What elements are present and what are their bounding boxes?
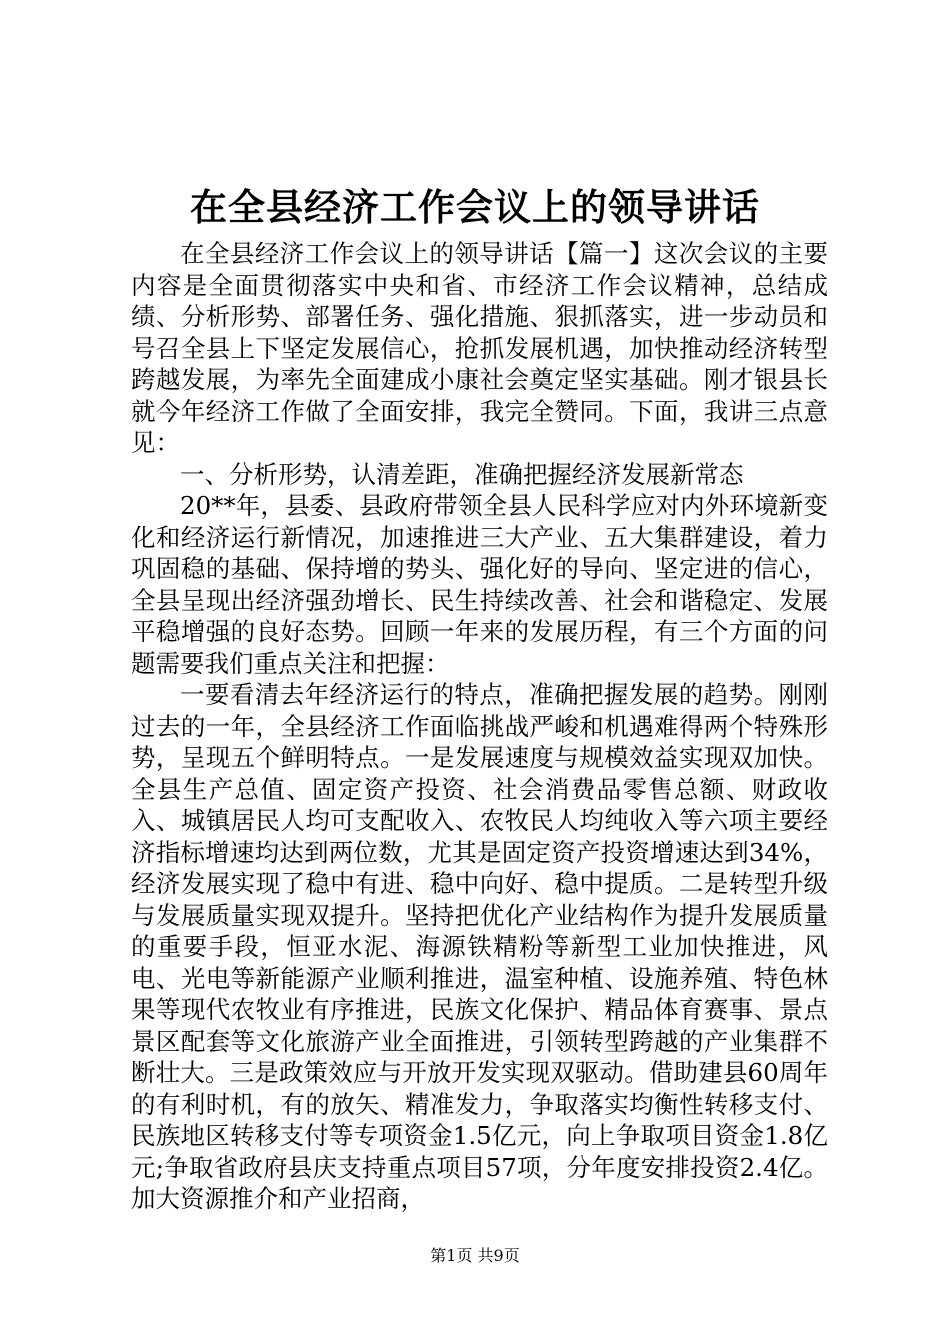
- paragraph-characteristics: 一要看清去年经济运行的特点，准确把握发展的趋势。刚刚过去的一年，全县经济工作面临挑战严峻和机遇难得两个特殊形势，呈现五个鲜明特点。一是发展速度与规模效益实现双加快。全县生产总值、固定资产投资、社会消费品零售总额、财政收入、城镇居民人均可支配收入、农牧民人均纯收入等六项主要经济指标增速均达到两位数，尤其是固定资产投资增速达到34%，经济发展实现了稳中有进、稳中向好、稳中提质。二是转型升级与发展质量实现双提升。坚持把优化产业结构作为提升发展质量的重要手段，恒亚水泥、海源铁精粉等新型工业加快推进，风电、光电等新能源产业顺利推进，温室种植、设施养殖、特色林果等现代农牧业有序推进，民族文化保护、精品体育赛事、景点景区配套等文化旅游产业全面推进，引领转型跨越的产业集群不断壮大。三是政策效应与开放开发实现双驱动。借助建县60周年的有利时机，有的放矢、精准发力，争取落实均衡性转移支付、民族地区转移支付等专项资金1.5亿元，向上争取项目资金1.8亿元;争取省政府县庆支持重点项目57项，分年度安排投资2.4亿。加大资源推介和产业招商，: [131, 680, 828, 1213]
- page-number-footer: 第1页 共9页: [430, 1246, 520, 1265]
- paragraph-review: 20**年，县委、县政府带领全县人民科学应对内外环境新变化和经济运行新情况，加速推进三大产业、五大集群建设，着力巩固稳的基础、保持增的势头、强化好的导向、坚定进的信心，全县呈现出经济强劲增长、民生持续改善、社会和谐稳定、发展平稳增强的良好态势。回顾一年来的发展历程，有三个方面的问题需要我们重点关注和把握：: [131, 491, 828, 678]
- paragraph-intro: 在全县经济工作会议上的领导讲话【篇一】这次会议的主要内容是全面贯彻落实中央和省、市经济工作会议精神，总结成绩、分析形势、部署任务、强化措施、狠抓落实，进一步动员和号召全县上下坚定发展信心，抢抓发展机遇，加快推动经济转型跨越发展，为率先全面建成小康社会奠定坚实基础。刚才银县长就今年经济工作做了全面安排，我完全赞同。下面，我讲三点意见：: [131, 239, 828, 457]
- document-title: 在全县经济工作会议上的领导讲话: [190, 185, 760, 229]
- document-body: [131, 238, 828, 1215]
- paragraph-section-heading: 一、分析形势，认清差距，准确把握经济发展新常态: [180, 459, 744, 489]
